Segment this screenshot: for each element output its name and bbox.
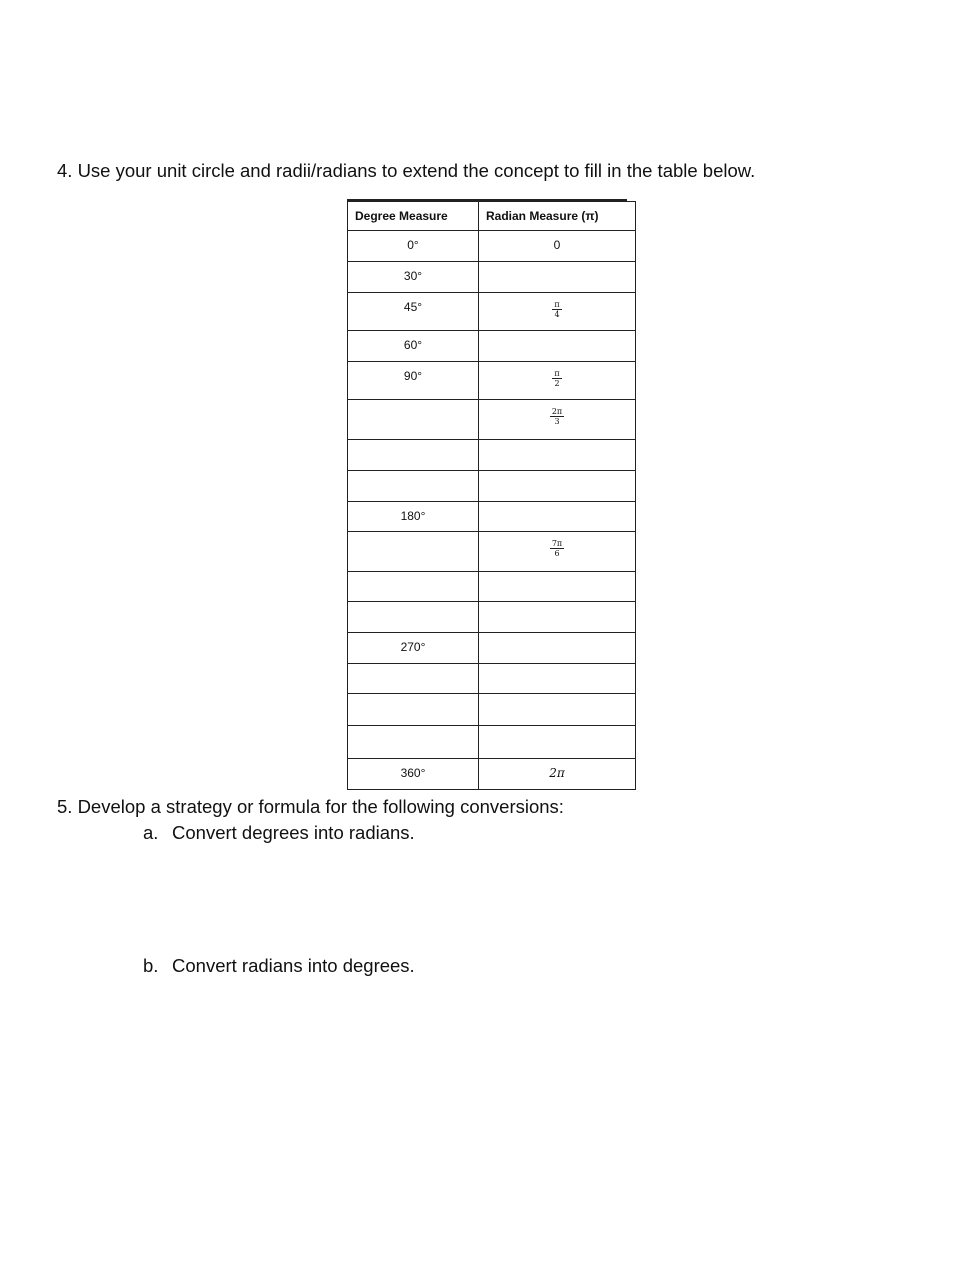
degree-value: 90°: [403, 369, 423, 383]
degree-value: 360°: [400, 766, 426, 780]
fraction-numerator: 2π: [551, 407, 563, 416]
degree-value: [348, 440, 478, 448]
degree-cell[interactable]: [348, 726, 479, 759]
radian-value: [479, 664, 635, 672]
degree-value: [348, 572, 478, 580]
radian-cell[interactable]: [479, 532, 636, 572]
question-4-prompt: 4. Use your unit circle and radii/radians to extend the concept to fill in the table below.: [57, 160, 756, 181]
degree-value: 180°: [400, 509, 426, 523]
question-5-prompt: 5. Develop a strategy or formula for the following conversions:: [57, 796, 564, 817]
radian-value: [479, 331, 635, 339]
table-row: [348, 400, 636, 440]
degree-cell[interactable]: [348, 602, 479, 633]
degree-cell[interactable]: [348, 532, 479, 572]
radian-cell[interactable]: [479, 400, 636, 440]
degree-cell[interactable]: [348, 331, 479, 362]
fraction-numerator: π: [554, 300, 560, 309]
table-row: [348, 602, 636, 633]
radian-fraction: [550, 539, 564, 558]
radian-cell[interactable]: [479, 262, 636, 293]
radian-value: [479, 502, 635, 510]
degree-cell[interactable]: [348, 440, 479, 471]
radian-cell[interactable]: [479, 362, 636, 400]
part-b-text: Convert radians into degrees.: [172, 955, 415, 976]
radian-value: [479, 572, 635, 580]
degree-value: [348, 694, 478, 702]
table-row: [348, 572, 636, 602]
degree-cell[interactable]: [348, 694, 479, 726]
part-a-text: Convert degrees into radians.: [172, 822, 415, 843]
table-header-row: [348, 202, 636, 231]
table-row: [348, 471, 636, 502]
degree-cell[interactable]: [348, 231, 479, 262]
degree-cell[interactable]: [348, 572, 479, 602]
table-row: [348, 664, 636, 694]
table-row: [348, 694, 636, 726]
radian-cell[interactable]: [479, 471, 636, 502]
question-5b: [143, 954, 415, 978]
fraction-numerator: π: [554, 369, 560, 378]
degree-value: 60°: [403, 338, 423, 352]
degree-value: [348, 664, 478, 672]
radian-cell[interactable]: [479, 572, 636, 602]
degree-radian-table: [347, 201, 636, 790]
fraction-numerator: 7π: [551, 539, 563, 548]
fraction-denominator: 3: [554, 417, 560, 426]
table-row: [348, 759, 636, 790]
radian-cell[interactable]: [479, 502, 636, 532]
radian-cell[interactable]: [479, 331, 636, 362]
table-row: [348, 262, 636, 293]
degree-cell[interactable]: [348, 471, 479, 502]
fraction-denominator: 6: [554, 549, 560, 558]
radian-value: 2π: [549, 766, 565, 780]
radian-value: [479, 633, 635, 641]
question-5a: [143, 821, 415, 845]
radian-cell[interactable]: [479, 440, 636, 471]
degree-cell[interactable]: [348, 664, 479, 694]
radian-cell[interactable]: [479, 293, 636, 331]
radian-cell[interactable]: [479, 694, 636, 726]
radian-fraction: [552, 369, 561, 388]
table-row: [348, 440, 636, 471]
degree-cell[interactable]: [348, 362, 479, 400]
radian-value: [479, 726, 635, 734]
radian-fraction: [552, 300, 561, 319]
degree-value: 45°: [403, 300, 423, 314]
radian-value: [479, 440, 635, 448]
fraction-denominator: 4: [554, 310, 560, 319]
table-top-border: [347, 199, 627, 202]
radian-cell[interactable]: [479, 633, 636, 664]
header-radian-text: Radian Measure (π): [486, 209, 599, 223]
fraction-denominator: 2: [554, 379, 560, 388]
radian-value: [479, 694, 635, 702]
header-degree-measure: Degree Measure: [348, 202, 479, 231]
degree-cell[interactable]: [348, 262, 479, 293]
header-radian-measure: [479, 202, 636, 231]
radian-fraction: [550, 407, 564, 426]
radian-value: [479, 471, 635, 479]
radian-cell[interactable]: [479, 664, 636, 694]
degree-value: [348, 726, 478, 734]
degree-cell[interactable]: [348, 293, 479, 331]
table-row: [348, 726, 636, 759]
degree-value: 30°: [403, 269, 423, 283]
degree-cell[interactable]: [348, 502, 479, 532]
radian-value: [479, 262, 635, 270]
part-a-label: a.: [143, 822, 159, 843]
degree-value: [348, 532, 478, 540]
conversion-table-container: [347, 201, 636, 790]
table-row: [348, 231, 636, 262]
radian-cell[interactable]: [479, 759, 636, 790]
degree-value: 270°: [400, 640, 426, 654]
radian-value: 0: [553, 238, 561, 252]
table-row: [348, 502, 636, 532]
degree-cell[interactable]: [348, 759, 479, 790]
degree-cell[interactable]: [348, 633, 479, 664]
table-row: [348, 633, 636, 664]
part-b-label: b.: [143, 955, 159, 976]
table-row: [348, 362, 636, 400]
radian-cell[interactable]: [479, 602, 636, 633]
degree-value: [348, 400, 478, 408]
degree-cell[interactable]: [348, 400, 479, 440]
table-row: [348, 532, 636, 572]
table-row: [348, 293, 636, 331]
degree-value: [348, 602, 478, 610]
degree-value: 0°: [407, 238, 419, 252]
table-row: [348, 331, 636, 362]
radian-value: [479, 602, 635, 610]
degree-value: [348, 471, 478, 479]
radian-cell[interactable]: [479, 231, 636, 262]
radian-cell[interactable]: [479, 726, 636, 759]
